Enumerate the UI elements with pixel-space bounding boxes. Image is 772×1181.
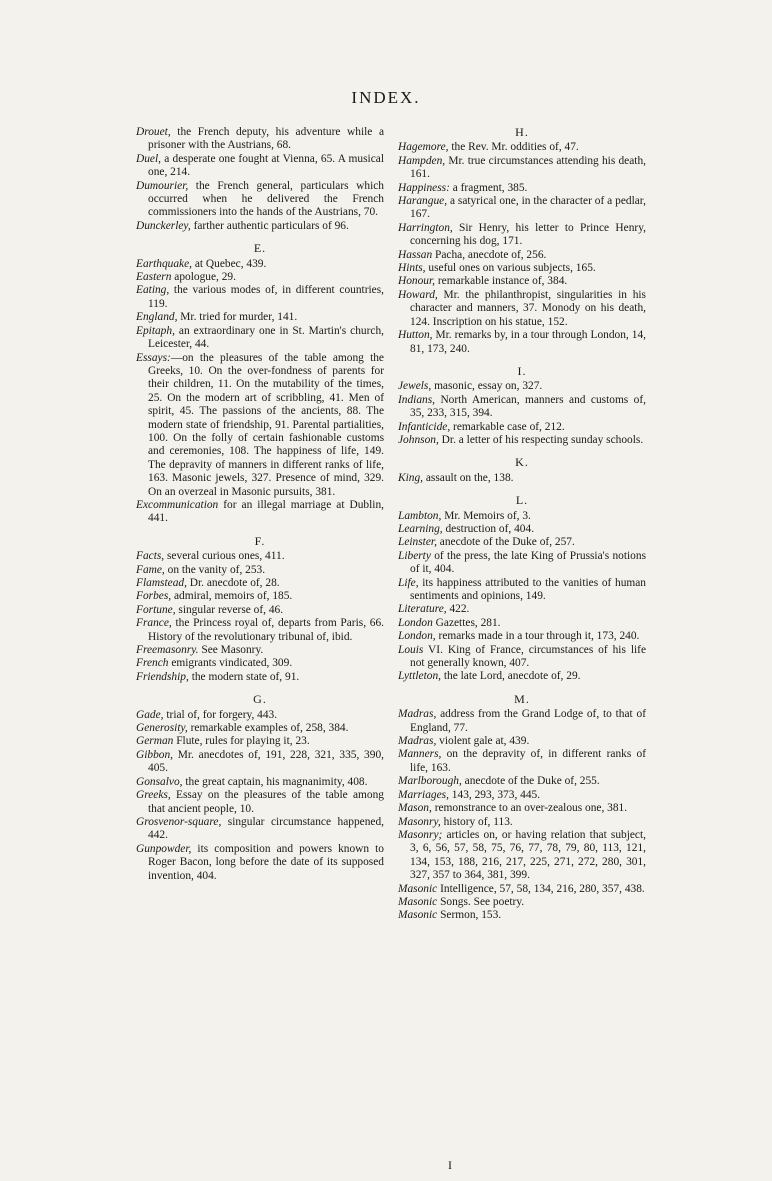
index-entry-key: Hassan — [398, 248, 433, 261]
index-entry-text: the French general, particulars which occurred when he delivered the French commissioners into the hands of the Austrians, 70. — [148, 179, 384, 219]
index-entry — [136, 604, 384, 617]
index-entry-key: Generosity, — [136, 722, 188, 735]
index-entry-text: remarks made in a tour through it, 173, 240. — [435, 630, 640, 643]
index-entry — [398, 909, 646, 922]
index-entry-key: Drouet, — [136, 126, 171, 138]
index-entry-key: Louis — [398, 643, 424, 656]
index-entry-text: on the vanity of, 253. — [164, 563, 266, 576]
index-entry-key: Dumourier, — [136, 179, 189, 192]
index-entry-key: Marlborough, — [398, 775, 462, 788]
index-entry-key: Flamstead, — [136, 577, 187, 589]
index-entry-text: Sir Henry, his letter to Prince Henry, concerning his dog, 171. — [410, 221, 646, 248]
index-entry-text: 143, 293, 373, 445. — [448, 788, 541, 801]
index-entry-key: Facts, — [136, 550, 165, 563]
index-entry-key: Gade, — [136, 708, 164, 721]
index-entry-text: at Quebec, 439. — [192, 257, 267, 270]
index-entry-key: England, — [136, 311, 178, 324]
index-entry-text: an extraordinary one in St. Martin's church, Leicester, 44. — [148, 324, 384, 351]
index-entry-text: destruction of, 404. — [442, 522, 535, 535]
index-entry — [136, 749, 384, 776]
index-entry — [136, 180, 384, 220]
index-entry — [398, 775, 646, 788]
index-entry — [398, 644, 646, 671]
index-entry — [398, 816, 646, 829]
index-entry-text: singular reverse of, 46. — [175, 603, 284, 616]
index-entry-text: on the depravity of, in different ranks of life, 163. — [410, 748, 646, 774]
index-entry-text: remarkable examples of, 258, 384. — [187, 722, 349, 735]
index-entry-key: Life, — [398, 576, 419, 589]
index-entry — [136, 671, 384, 684]
index-entry-key: Duel, — [136, 152, 161, 165]
index-entry-text: Songs. See poetry. — [437, 895, 525, 908]
index-entry-text: farther authentic particulars of 96. — [190, 219, 349, 232]
index-entry-key: Harrington, — [398, 221, 453, 234]
index-entry — [398, 630, 646, 643]
index-entry-key: Epitaph, — [136, 324, 175, 337]
index-entry — [398, 380, 646, 393]
index-column-right — [398, 126, 646, 923]
index-entry-text: Mr. remarks by, in a tour through London, 14, 81, 173, 240. — [410, 329, 646, 355]
index-entry — [398, 472, 646, 485]
index-entry-key: Jewels, — [398, 380, 432, 393]
index-entry-key: Masonic — [398, 909, 438, 922]
index-entry — [398, 434, 646, 447]
index-entry-key: Liberty — [398, 549, 431, 562]
index-entry — [136, 352, 384, 499]
index-entry-text: its happiness attributed to the vanities of human sentiments and opinions, 149. — [410, 576, 646, 602]
index-entry-key: Grosvenor-square, — [136, 815, 222, 828]
index-entry-key: Lyttleton, — [398, 670, 442, 683]
section-letter-heading: G. — [253, 692, 267, 707]
index-entry-key: Leinster, — [398, 536, 437, 549]
index-entry-key: Hutton, — [398, 329, 433, 342]
index-entry — [136, 657, 384, 670]
index-entry-text: Mr. anecdotes of, 191, 228, 321, 335, 390, 405. — [148, 748, 384, 775]
index-entry-key: Madras, — [398, 708, 437, 721]
index-entry-key: Eastern — [136, 271, 172, 284]
index-entry — [398, 577, 646, 604]
index-entry-text: Pacha, anecdote of, 256. — [432, 248, 547, 261]
index-entry — [398, 275, 646, 288]
index-entry-text: several curious ones, 411. — [164, 550, 285, 563]
index-entry — [136, 577, 384, 590]
index-entry-text: North American, manners and customs of, 35, 233, 315, 394. — [410, 393, 646, 420]
index-entry — [398, 523, 646, 536]
index-entry — [398, 670, 646, 683]
index-entry-key: Marriages, — [398, 788, 449, 801]
index-entry — [136, 709, 384, 722]
page-title: INDEX. — [351, 88, 421, 107]
index-entry-key: Lambton, — [398, 509, 442, 522]
index-entry — [398, 421, 646, 434]
index-entry-text: emigrants vindicated, 309. — [168, 657, 293, 670]
index-entry-text: remarkable instance of, 384. — [435, 275, 568, 288]
index-entry — [398, 748, 646, 775]
index-entry — [136, 311, 384, 324]
index-entry-text: VI. King of France, circumstances of his life not generally known, 407. — [410, 643, 646, 670]
index-entry — [136, 550, 384, 563]
index-entry-text: Flute, rules for playing it, 23. — [173, 735, 310, 748]
index-entry-text: Sermon, 153. — [437, 909, 502, 922]
index-entry — [136, 325, 384, 352]
section-letter-heading: K. — [515, 455, 529, 470]
index-entry-text: address from the Grand Lodge of, to that of England, 77. — [410, 708, 646, 734]
index-entry — [136, 644, 384, 657]
index-entry-text: trial of, for forgery, 443. — [163, 708, 278, 721]
index-entry-key: Manners, — [398, 748, 442, 761]
index-entry-key: Honour, — [398, 275, 436, 288]
index-entry-text: articles on, or having relation that subject, 3, 6, 56, 57, 58, 75, 76, 77, 78, 79, 80, 113, 121, 134, 153, 188, 216, 217, 225, 271, 272, 280, 301, 327, 357 to 364, 381, 399. — [410, 828, 646, 882]
index-entry-key: Indians, — [398, 393, 436, 406]
section-letter-heading: L. — [515, 493, 529, 508]
index-entry-text: Essay on the pleasures of the table among that ancient people, 10. — [148, 789, 384, 815]
index-entry — [136, 271, 384, 284]
index-entry — [136, 564, 384, 577]
index-entry — [398, 617, 646, 630]
index-entry-key: Learning, — [398, 522, 443, 535]
index-entry-text: useful ones on various subjects, 165. — [425, 262, 596, 275]
index-entry-text: Dr. anecdote of, 28. — [186, 577, 280, 589]
index-entry-text: the French deputy, his adventure while a prisoner with the Austrians, 68. — [148, 126, 384, 152]
index-entry-key: Masonry; — [398, 828, 443, 841]
index-entry-key: Excommunication — [136, 498, 219, 511]
index-entry — [136, 735, 384, 748]
section-letter-heading: M. — [514, 691, 530, 706]
index-entry-key: Johnson, — [398, 433, 439, 446]
index-entry-key: Howard, — [398, 288, 438, 301]
index-entry-text: violent gale at, 439. — [436, 735, 530, 748]
index-entry — [136, 617, 384, 644]
index-entry-text: admiral, memoirs of, 185. — [171, 590, 293, 603]
index-entry-key: German — [136, 735, 174, 748]
index-entry — [136, 499, 384, 526]
index-entry-text: masonic, essay on, 327. — [431, 380, 543, 393]
index-entry-text: remarkable case of, 212. — [450, 420, 565, 433]
index-entry-text: 422. — [446, 603, 470, 616]
index-entry-key: Hampden, — [398, 154, 446, 167]
index-entry-key: Dunckerley, — [136, 219, 191, 232]
index-entry — [398, 883, 646, 896]
index-entry — [136, 153, 384, 180]
index-entry — [398, 735, 646, 748]
index-entry — [398, 829, 646, 883]
section-letter-heading: I. — [517, 363, 527, 378]
index-entry — [398, 249, 646, 262]
index-entry — [398, 896, 646, 909]
index-entry-key: France, — [136, 617, 172, 630]
index-entry-text: for an illegal marriage at Dublin, 441. — [148, 498, 384, 525]
index-entry-key: Happiness: — [398, 181, 450, 194]
index-entry — [398, 603, 646, 616]
index-entry-text: assault on the, 138. — [423, 471, 514, 484]
index-entry-text: remonstrance to an over-zealous one, 381. — [431, 802, 628, 815]
index-entry — [136, 590, 384, 603]
index-entry-text: a satyrical one, in the character of a pedlar, 167. — [410, 195, 646, 221]
index-entry-text: its composition and powers known to Roger Bacon, long before the date of its supposed invention, 404. — [148, 842, 384, 882]
index-entry — [398, 262, 646, 275]
index-entry-key: Masonic — [398, 882, 438, 895]
index-entry — [398, 802, 646, 815]
index-entry-text: a fragment, 385. — [449, 181, 528, 194]
index-entry-key: French — [136, 657, 169, 670]
index-entry-text: anecdote of the Duke of, 255. — [461, 775, 600, 788]
index-entry-key: Fortune, — [136, 603, 176, 616]
index-entry-text: Mr. tried for murder, 141. — [177, 311, 298, 324]
index-entry-text: apologue, 29. — [171, 271, 236, 284]
index-entry-key: Masonic — [398, 895, 438, 908]
index-entry-text: singular circumstance happened, 442. — [148, 815, 384, 842]
index-entry — [398, 141, 646, 154]
index-entry-key: Freemasonry. — [136, 644, 199, 657]
index-entry-key: Infanticide, — [398, 420, 451, 433]
index-entry-text: —on the pleasures of the table among the Greeks, 10. On the over-fondness of parents for their children, 11. On the mutability of the times, 25. On the modern art of scribbling, 41. Men of spirit, 45. The passions of the ancients, 88. The modern state of friendship, 91. Parental partialities, 100. On the folly of certain fashionable customs and ceremonies, 108. The happiness of life, 149. The depravity of manners in different ranks of life, 163. Masonic jewels, 327. Presence of mind, 329. On an overzeal in Masonic pursuits, 381. — [148, 351, 384, 498]
index-entry-key: Masonry, — [398, 815, 441, 828]
index-entry-key: Literature, — [398, 603, 447, 616]
index-entry-key: Friendship, — [136, 670, 189, 683]
index-entry-key: Eating, — [136, 284, 170, 297]
section-letter-heading: F. — [254, 533, 266, 548]
index-entry-text: history of, 113. — [440, 815, 513, 828]
index-entry-text: the late Lord, anecdote of, 29. — [441, 670, 581, 683]
index-entry — [398, 195, 646, 222]
index-entry-text: Gazettes, 281. — [432, 616, 501, 629]
index-entry-key: Gonsalvo, — [136, 775, 183, 788]
index-entry-text: a desperate one fought at Vienna, 65. A musical one, 214. — [148, 152, 384, 179]
index-entry — [398, 394, 646, 421]
index-entry-key: Madras, — [398, 735, 437, 748]
index-entry-key: Fame, — [136, 563, 165, 576]
index-entry — [136, 722, 384, 735]
section-letter-heading: H. — [515, 125, 529, 139]
index-entry — [136, 284, 384, 311]
index-entry-key: Essays: — [136, 351, 171, 364]
index-entry — [398, 550, 646, 577]
index-entry-text: Dr. a letter of his respecting sunday schools. — [438, 433, 644, 446]
index-entry-text: Mr. Memoirs of, 3. — [441, 509, 531, 522]
index-entry-text: Intelligence, 57, 58, 134, 216, 280, 357, 438. — [437, 882, 645, 895]
index-entry-text: the Rev. Mr. oddities of, 47. — [448, 141, 579, 154]
index-entry-key: Harangue, — [398, 195, 448, 208]
index-entry-key: Gibbon, — [136, 748, 174, 761]
index-entry — [398, 536, 646, 549]
index-entry — [398, 155, 646, 182]
signature-mark: I — [448, 1158, 452, 1172]
index-entry — [136, 258, 384, 271]
index-entry — [398, 789, 646, 802]
index-entry-key: London — [398, 616, 433, 629]
index-entry-key: King, — [398, 471, 424, 484]
index-entry — [398, 182, 646, 195]
index-entry-text: the great captain, his magnanimity, 408. — [182, 775, 368, 788]
index-entry-text: Mr. the philanthropist, singularities in his character and manners, 37. Monody on his death, 124. Inscription on his statue, 152. — [410, 288, 646, 328]
index-entry-key: Hints, — [398, 262, 426, 275]
index-entry — [398, 510, 646, 523]
index-entry — [398, 222, 646, 249]
index-entry-text: anecdote of the Duke of, 257. — [436, 536, 575, 549]
index-entry-text: the modern state of, 91. — [188, 670, 300, 683]
index-entry — [398, 329, 646, 356]
index-entry — [136, 816, 384, 843]
index-entry — [136, 776, 384, 789]
index-entry — [136, 843, 384, 883]
index-entry-key: Earthquake, — [136, 257, 192, 270]
index-entry-text: of the press, the late King of Prussia's notions of it, 404. — [410, 549, 646, 576]
index-entry-key: Hagemore, — [398, 141, 449, 154]
index-entry-key: Mason, — [398, 802, 432, 815]
index-entry — [136, 789, 384, 816]
index-column-left — [136, 126, 384, 883]
index-entry-text: Mr. true circumstances attending his death, 161. — [410, 154, 646, 181]
index-entry-text: the various modes of, in different countries, 119. — [148, 284, 384, 310]
index-entry-text: See Masonry. — [198, 644, 264, 657]
index-entry — [398, 708, 646, 735]
index-entry — [136, 220, 384, 233]
index-entry-key: Gunpowder, — [136, 842, 192, 855]
index-entry — [398, 289, 646, 329]
index-entry — [136, 126, 384, 153]
index-entry-key: Forbes, — [136, 590, 172, 603]
section-letter-heading: E. — [253, 241, 267, 256]
index-entry-text: the Princess royal of, departs from Paris, 66. History of the revolutionary tribunal of, ibid. — [148, 617, 384, 643]
index-entry-key: Greeks, — [136, 789, 171, 802]
index-entry-key: London, — [398, 630, 436, 643]
